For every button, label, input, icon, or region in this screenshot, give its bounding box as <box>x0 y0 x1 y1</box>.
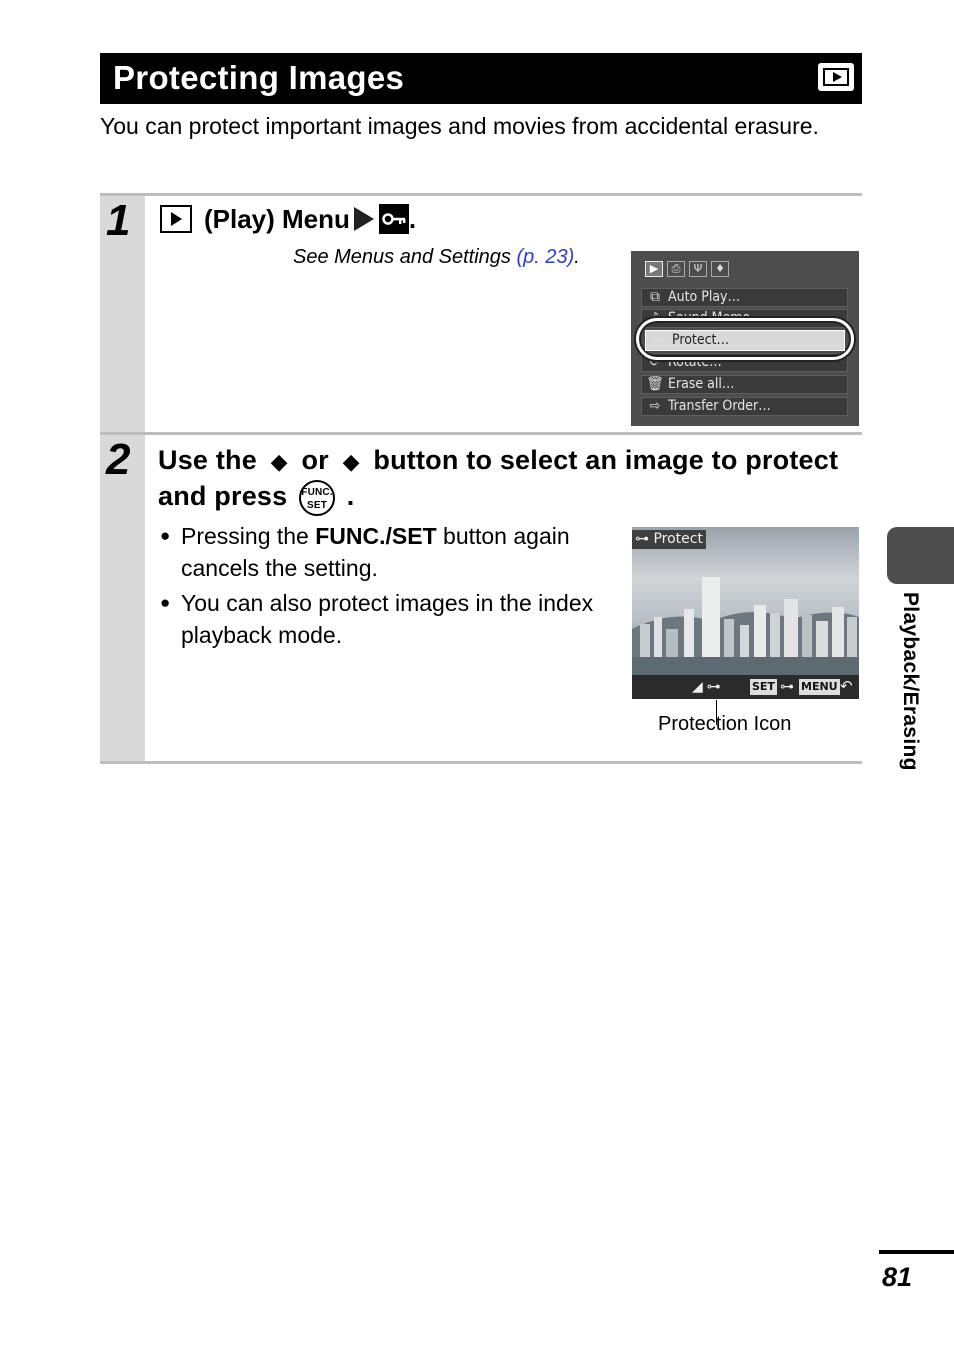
page-link[interactable]: (p. 23) <box>516 246 575 268</box>
tab-setup-icon: Ψ <box>689 261 707 277</box>
key-icon: ⊶ <box>780 678 794 694</box>
return-icon: ↶ <box>840 678 853 695</box>
play-icon <box>160 205 192 233</box>
menu-item-label: Sound Memo… <box>668 310 763 326</box>
menu-item-protect <box>645 330 845 351</box>
heading-part-2: button to select an image to protect and press <box>158 445 839 511</box>
func-label: FUNC. <box>301 486 333 498</box>
bullet-dot-icon: ● <box>160 526 171 545</box>
tab-mycamera-icon: ♦ <box>711 261 729 277</box>
protected-image-preview <box>632 527 859 699</box>
section-label: Playback/Erasing <box>899 592 922 771</box>
menu-item-label: Erase all… <box>668 376 735 392</box>
heading-part-1: Use the <box>158 445 257 475</box>
set-label: SET <box>307 499 328 511</box>
see-end: . <box>574 246 580 268</box>
section-tab <box>887 527 954 584</box>
menu-item-label: Transfer Order… <box>668 398 771 414</box>
key-icon: ⊶ <box>652 332 666 348</box>
see-text: See Menus and Settings <box>293 246 517 268</box>
play-mode-icon <box>818 63 854 91</box>
heading-period: . <box>346 481 355 511</box>
transfer-icon: ⇨ <box>649 398 661 414</box>
protect-tag: ⊶ Protect <box>632 530 706 549</box>
intro-text: You can protect important images and movies from accidental erasure. <box>100 113 819 139</box>
heading-period: . <box>408 203 417 234</box>
city-skyline-image <box>632 569 859 659</box>
heading-or: or <box>301 445 329 475</box>
page-title: Protecting Images <box>113 59 405 96</box>
bullet-text: You can also protect images in the index playback mode. <box>181 590 594 648</box>
bullet-text: Pressing the FUNC./SET button again cancels the setting. <box>181 523 570 581</box>
see-menus-reference <box>293 246 580 269</box>
sound-memo-icon: ♪ <box>650 310 660 326</box>
step-number: 1 <box>106 196 131 245</box>
protect-key-icon <box>379 204 409 234</box>
lcd-play-menu <box>631 251 859 426</box>
right-arrow-icon: ◆ <box>342 449 360 474</box>
protection-icon-callout: Protection Icon <box>658 713 792 735</box>
menu-item-label: Auto Play… <box>668 289 741 305</box>
rotate-icon: ⟳ <box>649 354 661 370</box>
menu-item-label: Protect… <box>672 332 730 348</box>
trash-icon: 🗑 <box>646 376 664 392</box>
set-badge: SET <box>752 680 775 693</box>
page-number-rule <box>879 1250 954 1254</box>
menu-item-transfer-order <box>641 397 848 416</box>
step-2 <box>100 432 862 764</box>
tab-print-icon: ⎙ <box>667 261 685 277</box>
bullet-list <box>160 520 620 654</box>
step-2-heading <box>158 443 858 516</box>
arrow-right-icon <box>354 207 374 231</box>
tab-play-icon: ▶ <box>645 261 663 277</box>
menu-tabs <box>645 261 729 277</box>
menu-badge: MENU <box>801 680 838 693</box>
page-number: 81 <box>881 1262 912 1292</box>
step-1-heading <box>160 202 416 236</box>
play-menu-label: (Play) Menu <box>204 203 350 234</box>
auto-play-icon: ⧉ <box>650 289 660 305</box>
step-gutter <box>100 196 145 433</box>
list-item <box>160 587 620 651</box>
photo-status-bar <box>632 675 859 699</box>
menu-item-erase-all <box>641 375 848 394</box>
step-gutter <box>100 435 145 761</box>
title-bar <box>100 53 862 104</box>
bullet-dot-icon: ● <box>160 593 171 612</box>
menu-item-auto-play <box>641 288 848 307</box>
list-item <box>160 520 620 584</box>
protection-key-icon: ◢ ⊶ <box>692 678 721 694</box>
left-arrow-icon: ◆ <box>270 449 288 474</box>
menu-item-label: Rotate… <box>668 354 722 370</box>
step-1 <box>100 193 862 436</box>
step-number: 2 <box>106 435 131 484</box>
func-set-button-icon <box>299 480 335 516</box>
